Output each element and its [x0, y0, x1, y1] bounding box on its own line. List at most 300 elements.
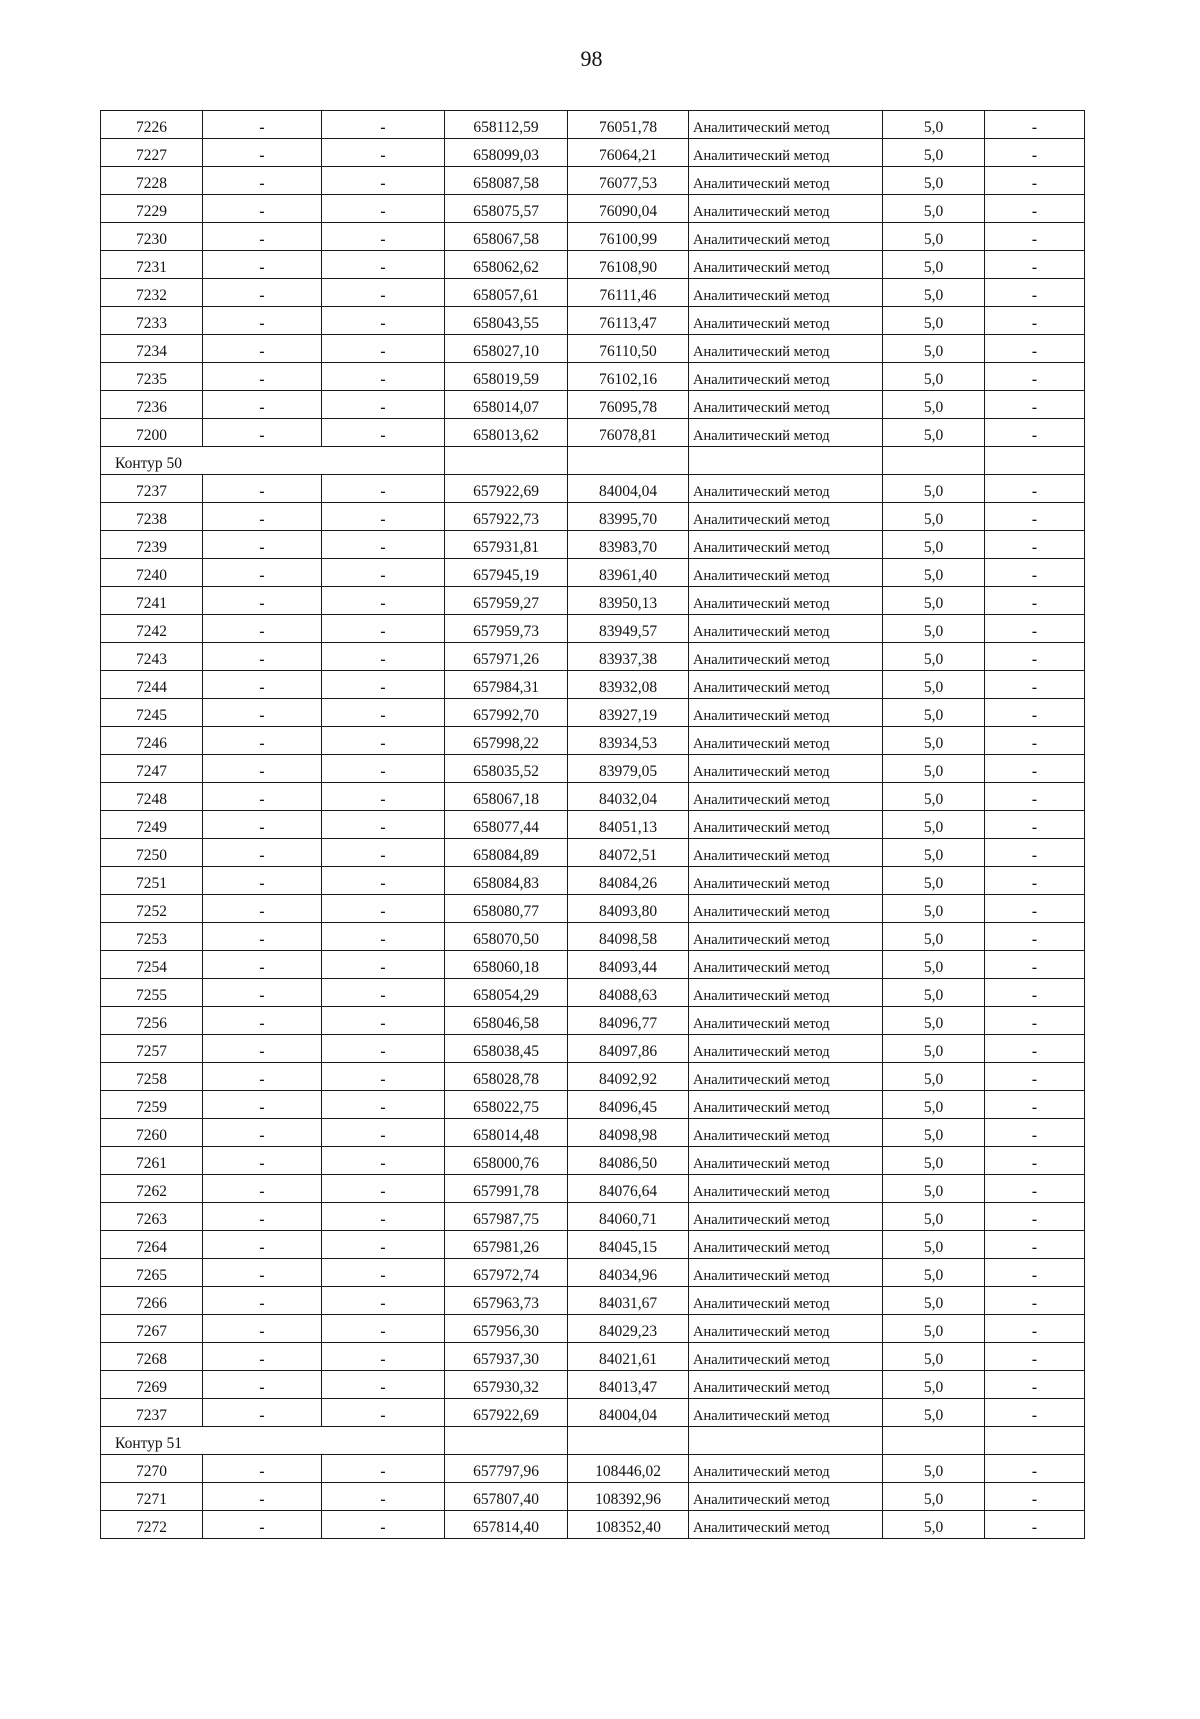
accuracy-cell: 5,0 [883, 867, 985, 895]
dash-cell: - [985, 1091, 1085, 1119]
dash-cell: - [322, 867, 445, 895]
dash-cell: - [203, 531, 322, 559]
x-coordinate-cell: 657930,32 [445, 1371, 568, 1399]
method-cell: Аналитический метод [689, 1035, 883, 1063]
method-cell: Аналитический метод [689, 979, 883, 1007]
table-row [101, 755, 1085, 783]
method-cell: Аналитический метод [689, 1371, 883, 1399]
point-number-cell: 7257 [101, 1035, 203, 1063]
dash-cell: - [322, 251, 445, 279]
table-row [101, 1511, 1085, 1539]
dash-cell: - [203, 587, 322, 615]
dash-cell: - [203, 923, 322, 951]
y-coordinate-cell: 84031,67 [568, 1287, 689, 1315]
accuracy-cell: 5,0 [883, 167, 985, 195]
dash-cell: - [203, 1483, 322, 1511]
dash-cell: - [985, 251, 1085, 279]
x-coordinate-cell: 658013,62 [445, 419, 568, 447]
dash-cell: - [985, 1035, 1085, 1063]
method-cell: Аналитический метод [689, 1343, 883, 1371]
dash-cell: - [322, 419, 445, 447]
accuracy-cell: 5,0 [883, 1371, 985, 1399]
point-number-cell: 7261 [101, 1147, 203, 1175]
y-coordinate-cell: 76113,47 [568, 307, 689, 335]
method-cell: Аналитический метод [689, 307, 883, 335]
table-row [101, 1147, 1085, 1175]
x-coordinate-cell: 657998,22 [445, 727, 568, 755]
dash-cell: - [985, 1119, 1085, 1147]
x-coordinate-cell: 658075,57 [445, 195, 568, 223]
x-coordinate-cell: 657922,69 [445, 475, 568, 503]
section-label: Контур 50 [101, 447, 445, 475]
table-row [101, 587, 1085, 615]
table-row [101, 811, 1085, 839]
dash-cell: - [322, 1175, 445, 1203]
table-row [101, 335, 1085, 363]
dash-cell: - [985, 139, 1085, 167]
method-cell: Аналитический метод [689, 755, 883, 783]
x-coordinate-cell: 657814,40 [445, 1511, 568, 1539]
x-coordinate-cell: 658077,44 [445, 811, 568, 839]
method-cell: Аналитический метод [689, 615, 883, 643]
dash-cell: - [203, 643, 322, 671]
table-row [101, 1455, 1085, 1483]
dash-cell: - [203, 783, 322, 811]
method-cell: Аналитический метод [689, 923, 883, 951]
dash-cell: - [985, 587, 1085, 615]
point-number-cell: 7232 [101, 279, 203, 307]
dash-cell: - [322, 1511, 445, 1539]
method-cell: Аналитический метод [689, 1063, 883, 1091]
dash-cell: - [322, 559, 445, 587]
dash-cell: - [203, 111, 322, 139]
accuracy-cell: 5,0 [883, 1035, 985, 1063]
method-cell: Аналитический метод [689, 783, 883, 811]
method-cell: Аналитический метод [689, 727, 883, 755]
empty-cell [883, 447, 985, 475]
x-coordinate-cell: 658057,61 [445, 279, 568, 307]
point-number-cell: 7228 [101, 167, 203, 195]
point-number-cell: 7250 [101, 839, 203, 867]
point-number-cell: 7245 [101, 699, 203, 727]
dash-cell: - [985, 839, 1085, 867]
y-coordinate-cell: 84093,80 [568, 895, 689, 923]
dash-cell: - [322, 1063, 445, 1091]
dash-cell: - [203, 1287, 322, 1315]
method-cell: Аналитический метод [689, 223, 883, 251]
accuracy-cell: 5,0 [883, 1259, 985, 1287]
point-number-cell: 7247 [101, 755, 203, 783]
x-coordinate-cell: 657984,31 [445, 671, 568, 699]
x-coordinate-cell: 658014,48 [445, 1119, 568, 1147]
y-coordinate-cell: 84092,92 [568, 1063, 689, 1091]
dash-cell: - [322, 951, 445, 979]
dash-cell: - [985, 1399, 1085, 1427]
dash-cell: - [985, 503, 1085, 531]
point-number-cell: 7254 [101, 951, 203, 979]
point-number-cell: 7244 [101, 671, 203, 699]
dash-cell: - [203, 1399, 322, 1427]
accuracy-cell: 5,0 [883, 1287, 985, 1315]
table-row [101, 1259, 1085, 1287]
dash-cell: - [985, 1371, 1085, 1399]
dash-cell: - [322, 727, 445, 755]
method-cell: Аналитический метод [689, 643, 883, 671]
y-coordinate-cell: 84084,26 [568, 867, 689, 895]
point-number-cell: 7248 [101, 783, 203, 811]
dash-cell: - [985, 195, 1085, 223]
y-coordinate-cell: 76095,78 [568, 391, 689, 419]
table-row [101, 475, 1085, 503]
dash-cell: - [322, 1231, 445, 1259]
empty-cell [689, 447, 883, 475]
point-number-cell: 7226 [101, 111, 203, 139]
y-coordinate-cell: 84013,47 [568, 1371, 689, 1399]
dash-cell: - [203, 1371, 322, 1399]
method-cell: Аналитический метод [689, 111, 883, 139]
y-coordinate-cell: 83934,53 [568, 727, 689, 755]
method-cell: Аналитический метод [689, 1147, 883, 1175]
table-row [101, 279, 1085, 307]
point-number-cell: 7265 [101, 1259, 203, 1287]
y-coordinate-cell: 84098,98 [568, 1119, 689, 1147]
method-cell: Аналитический метод [689, 699, 883, 727]
table-row [101, 531, 1085, 559]
dash-cell: - [203, 1147, 322, 1175]
method-cell: Аналитический метод [689, 139, 883, 167]
dash-cell: - [203, 251, 322, 279]
x-coordinate-cell: 658035,52 [445, 755, 568, 783]
dash-cell: - [322, 531, 445, 559]
y-coordinate-cell: 83927,19 [568, 699, 689, 727]
point-number-cell: 7256 [101, 1007, 203, 1035]
accuracy-cell: 5,0 [883, 503, 985, 531]
table-row [101, 1231, 1085, 1259]
point-number-cell: 7249 [101, 811, 203, 839]
dash-cell: - [985, 111, 1085, 139]
y-coordinate-cell: 83932,08 [568, 671, 689, 699]
table-row [101, 727, 1085, 755]
x-coordinate-cell: 657945,19 [445, 559, 568, 587]
method-cell: Аналитический метод [689, 1511, 883, 1539]
x-coordinate-cell: 657956,30 [445, 1315, 568, 1343]
dash-cell: - [985, 559, 1085, 587]
dash-cell: - [322, 1315, 445, 1343]
table-row [101, 1343, 1085, 1371]
accuracy-cell: 5,0 [883, 615, 985, 643]
table-row [101, 1035, 1085, 1063]
dash-cell: - [322, 587, 445, 615]
x-coordinate-cell: 658084,83 [445, 867, 568, 895]
y-coordinate-cell: 84060,71 [568, 1203, 689, 1231]
accuracy-cell: 5,0 [883, 195, 985, 223]
method-cell: Аналитический метод [689, 391, 883, 419]
accuracy-cell: 5,0 [883, 1147, 985, 1175]
dash-cell: - [203, 1035, 322, 1063]
method-cell: Аналитический метод [689, 363, 883, 391]
empty-cell [985, 447, 1085, 475]
accuracy-cell: 5,0 [883, 111, 985, 139]
accuracy-cell: 5,0 [883, 587, 985, 615]
point-number-cell: 7269 [101, 1371, 203, 1399]
dash-cell: - [322, 475, 445, 503]
point-number-cell: 7200 [101, 419, 203, 447]
method-cell: Аналитический метод [689, 559, 883, 587]
x-coordinate-cell: 657987,75 [445, 1203, 568, 1231]
table-row [101, 951, 1085, 979]
table-row [101, 167, 1085, 195]
dash-cell: - [985, 307, 1085, 335]
accuracy-cell: 5,0 [883, 727, 985, 755]
dash-cell: - [203, 1203, 322, 1231]
dash-cell: - [322, 923, 445, 951]
accuracy-cell: 5,0 [883, 839, 985, 867]
table-row [101, 643, 1085, 671]
point-number-cell: 7240 [101, 559, 203, 587]
method-cell: Аналитический метод [689, 671, 883, 699]
dash-cell: - [322, 1035, 445, 1063]
y-coordinate-cell: 76090,04 [568, 195, 689, 223]
x-coordinate-cell: 657922,73 [445, 503, 568, 531]
table-row [101, 223, 1085, 251]
dash-cell: - [985, 363, 1085, 391]
accuracy-cell: 5,0 [883, 1063, 985, 1091]
y-coordinate-cell: 84096,77 [568, 1007, 689, 1035]
point-number-cell: 7260 [101, 1119, 203, 1147]
y-coordinate-cell: 83950,13 [568, 587, 689, 615]
accuracy-cell: 5,0 [883, 1511, 985, 1539]
dash-cell: - [322, 1287, 445, 1315]
dash-cell: - [985, 979, 1085, 1007]
accuracy-cell: 5,0 [883, 1119, 985, 1147]
x-coordinate-cell: 658080,77 [445, 895, 568, 923]
point-number-cell: 7271 [101, 1483, 203, 1511]
dash-cell: - [985, 783, 1085, 811]
dash-cell: - [985, 167, 1085, 195]
dash-cell: - [322, 699, 445, 727]
dash-cell: - [985, 671, 1085, 699]
y-coordinate-cell: 84004,04 [568, 475, 689, 503]
dash-cell: - [203, 1511, 322, 1539]
dash-cell: - [203, 979, 322, 1007]
method-cell: Аналитический метод [689, 867, 883, 895]
dash-cell: - [322, 811, 445, 839]
accuracy-cell: 5,0 [883, 559, 985, 587]
point-number-cell: 7241 [101, 587, 203, 615]
dash-cell: - [203, 503, 322, 531]
accuracy-cell: 5,0 [883, 1091, 985, 1119]
y-coordinate-cell: 83995,70 [568, 503, 689, 531]
accuracy-cell: 5,0 [883, 531, 985, 559]
dash-cell: - [985, 1203, 1085, 1231]
dash-cell: - [203, 1007, 322, 1035]
method-cell: Аналитический метод [689, 1119, 883, 1147]
dash-cell: - [203, 755, 322, 783]
dash-cell: - [322, 755, 445, 783]
point-number-cell: 7253 [101, 923, 203, 951]
accuracy-cell: 5,0 [883, 783, 985, 811]
point-number-cell: 7264 [101, 1231, 203, 1259]
point-number-cell: 7266 [101, 1287, 203, 1315]
dash-cell: - [985, 419, 1085, 447]
table-row [101, 1119, 1085, 1147]
dash-cell: - [203, 951, 322, 979]
point-number-cell: 7227 [101, 139, 203, 167]
x-coordinate-cell: 658046,58 [445, 1007, 568, 1035]
x-coordinate-cell: 658087,58 [445, 167, 568, 195]
table-row [101, 1007, 1085, 1035]
method-cell: Аналитический метод [689, 895, 883, 923]
dash-cell: - [322, 1091, 445, 1119]
y-coordinate-cell: 83961,40 [568, 559, 689, 587]
x-coordinate-cell: 657992,70 [445, 699, 568, 727]
x-coordinate-cell: 658014,07 [445, 391, 568, 419]
dash-cell: - [322, 111, 445, 139]
accuracy-cell: 5,0 [883, 475, 985, 503]
point-number-cell: 7272 [101, 1511, 203, 1539]
table-row [101, 195, 1085, 223]
dash-cell: - [203, 167, 322, 195]
method-cell: Аналитический метод [689, 1007, 883, 1035]
method-cell: Аналитический метод [689, 587, 883, 615]
dash-cell: - [322, 1399, 445, 1427]
dash-cell: - [322, 643, 445, 671]
point-number-cell: 7231 [101, 251, 203, 279]
dash-cell: - [203, 1455, 322, 1483]
point-number-cell: 7268 [101, 1343, 203, 1371]
dash-cell: - [985, 1287, 1085, 1315]
accuracy-cell: 5,0 [883, 1203, 985, 1231]
x-coordinate-cell: 658022,75 [445, 1091, 568, 1119]
x-coordinate-cell: 657807,40 [445, 1483, 568, 1511]
dash-cell: - [322, 1147, 445, 1175]
x-coordinate-cell: 658070,50 [445, 923, 568, 951]
table-row [101, 307, 1085, 335]
accuracy-cell: 5,0 [883, 363, 985, 391]
table-row [101, 1287, 1085, 1315]
dash-cell: - [203, 335, 322, 363]
x-coordinate-cell: 658027,10 [445, 335, 568, 363]
accuracy-cell: 5,0 [883, 951, 985, 979]
accuracy-cell: 5,0 [883, 699, 985, 727]
empty-cell [568, 447, 689, 475]
dash-cell: - [985, 1259, 1085, 1287]
y-coordinate-cell: 83937,38 [568, 643, 689, 671]
method-cell: Аналитический метод [689, 251, 883, 279]
y-coordinate-cell: 108392,96 [568, 1483, 689, 1511]
table-row [101, 363, 1085, 391]
dash-cell: - [203, 139, 322, 167]
dash-cell: - [985, 279, 1085, 307]
x-coordinate-cell: 658062,62 [445, 251, 568, 279]
y-coordinate-cell: 84032,04 [568, 783, 689, 811]
method-cell: Аналитический метод [689, 335, 883, 363]
x-coordinate-cell: 658099,03 [445, 139, 568, 167]
dash-cell: - [985, 895, 1085, 923]
dash-cell: - [985, 1343, 1085, 1371]
table-row [101, 923, 1085, 951]
dash-cell: - [985, 811, 1085, 839]
method-cell: Аналитический метод [689, 839, 883, 867]
accuracy-cell: 5,0 [883, 279, 985, 307]
dash-cell: - [322, 1259, 445, 1287]
table-row [101, 1315, 1085, 1343]
accuracy-cell: 5,0 [883, 1455, 985, 1483]
table-row [101, 139, 1085, 167]
dash-cell: - [985, 1483, 1085, 1511]
method-cell: Аналитический метод [689, 1231, 883, 1259]
accuracy-cell: 5,0 [883, 1315, 985, 1343]
dash-cell: - [985, 951, 1085, 979]
method-cell: Аналитический метод [689, 503, 883, 531]
table-row [101, 699, 1085, 727]
dash-cell: - [322, 895, 445, 923]
accuracy-cell: 5,0 [883, 335, 985, 363]
method-cell: Аналитический метод [689, 419, 883, 447]
section-label: Контур 51 [101, 1427, 445, 1455]
table-row [101, 419, 1085, 447]
method-cell: Аналитический метод [689, 195, 883, 223]
dash-cell: - [322, 1455, 445, 1483]
accuracy-cell: 5,0 [883, 391, 985, 419]
dash-cell: - [322, 1483, 445, 1511]
dash-cell: - [203, 839, 322, 867]
accuracy-cell: 5,0 [883, 1007, 985, 1035]
table-row [101, 1371, 1085, 1399]
dash-cell: - [203, 475, 322, 503]
dash-cell: - [203, 195, 322, 223]
method-cell: Аналитический метод [689, 279, 883, 307]
accuracy-cell: 5,0 [883, 671, 985, 699]
dash-cell: - [322, 223, 445, 251]
dash-cell: - [985, 1175, 1085, 1203]
point-number-cell: 7234 [101, 335, 203, 363]
dash-cell: - [203, 615, 322, 643]
x-coordinate-cell: 657991,78 [445, 1175, 568, 1203]
page-number: 98 [580, 46, 603, 71]
dash-cell: - [322, 195, 445, 223]
accuracy-cell: 5,0 [883, 923, 985, 951]
empty-cell [445, 447, 568, 475]
dash-cell: - [985, 755, 1085, 783]
section-row [101, 1427, 1085, 1455]
dash-cell: - [203, 727, 322, 755]
dash-cell: - [322, 1343, 445, 1371]
table-row [101, 1203, 1085, 1231]
dash-cell: - [203, 279, 322, 307]
table-row [101, 839, 1085, 867]
point-number-cell: 7246 [101, 727, 203, 755]
x-coordinate-cell: 657937,30 [445, 1343, 568, 1371]
point-number-cell: 7230 [101, 223, 203, 251]
table-row [101, 1063, 1085, 1091]
y-coordinate-cell: 84004,04 [568, 1399, 689, 1427]
dash-cell: - [322, 391, 445, 419]
dash-cell: - [322, 363, 445, 391]
table-row [101, 615, 1085, 643]
y-coordinate-cell: 84098,58 [568, 923, 689, 951]
method-cell: Аналитический метод [689, 531, 883, 559]
empty-cell [985, 1427, 1085, 1455]
dash-cell: - [203, 1119, 322, 1147]
x-coordinate-cell: 658067,18 [445, 783, 568, 811]
point-number-cell: 7242 [101, 615, 203, 643]
y-coordinate-cell: 83979,05 [568, 755, 689, 783]
point-number-cell: 7252 [101, 895, 203, 923]
y-coordinate-cell: 84029,23 [568, 1315, 689, 1343]
table-row [101, 503, 1085, 531]
x-coordinate-cell: 658000,76 [445, 1147, 568, 1175]
